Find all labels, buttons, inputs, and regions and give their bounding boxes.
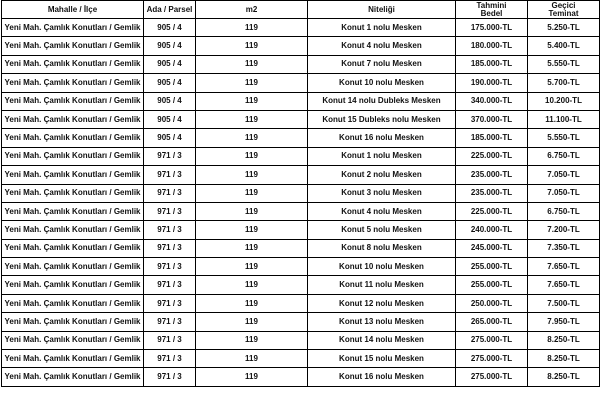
cell-ada-parsel: 905 / 4: [144, 19, 196, 37]
cell-niteligi: Konut 1 nolu Mesken: [308, 147, 456, 165]
cell-niteligi: Konut 16 nolu Mesken: [308, 129, 456, 147]
cell-gecici-teminat: 5.250-TL: [528, 19, 600, 37]
cell-ada-parsel: 971 / 3: [144, 313, 196, 331]
cell-niteligi: Konut 8 nolu Mesken: [308, 239, 456, 257]
cell-gecici-teminat: 5.550-TL: [528, 129, 600, 147]
cell-mahalle: Yeni Mah. Çamlık Konutları / Gemlik: [2, 110, 144, 128]
cell-mahalle: Yeni Mah. Çamlık Konutları / Gemlik: [2, 239, 144, 257]
cell-tahmini-bedel: 225.000-TL: [456, 202, 528, 220]
cell-niteligi: Konut 15 nolu Mesken: [308, 350, 456, 368]
property-table: [1, 0, 600, 387]
cell-niteligi: Konut 11 nolu Mesken: [308, 276, 456, 294]
cell-niteligi: Konut 10 nolu Mesken: [308, 258, 456, 276]
cell-gecici-teminat: 7.200-TL: [528, 221, 600, 239]
cell-tahmini-bedel: 265.000-TL: [456, 313, 528, 331]
cell-m2: 119: [196, 37, 308, 55]
cell-mahalle: Yeni Mah. Çamlık Konutları / Gemlik: [2, 147, 144, 165]
cell-ada-parsel: 971 / 3: [144, 184, 196, 202]
cell-m2: 119: [196, 110, 308, 128]
cell-niteligi: Konut 4 nolu Mesken: [308, 37, 456, 55]
table-row: [2, 202, 600, 220]
cell-tahmini-bedel: 275.000-TL: [456, 331, 528, 349]
cell-tahmini-bedel: 180.000-TL: [456, 37, 528, 55]
cell-gecici-teminat: 7.050-TL: [528, 184, 600, 202]
cell-niteligi: Konut 4 nolu Mesken: [308, 202, 456, 220]
header-ada-parsel: Ada / Parsel: [144, 1, 196, 19]
cell-mahalle: Yeni Mah. Çamlık Konutları / Gemlik: [2, 92, 144, 110]
cell-mahalle: Yeni Mah. Çamlık Konutları / Gemlik: [2, 258, 144, 276]
cell-m2: 119: [196, 129, 308, 147]
table-row: [2, 350, 600, 368]
table-row: [2, 74, 600, 92]
cell-ada-parsel: 971 / 3: [144, 202, 196, 220]
cell-m2: 119: [196, 239, 308, 257]
header-m2: m2: [196, 1, 308, 19]
cell-niteligi: Konut 3 nolu Mesken: [308, 184, 456, 202]
table-row: [2, 129, 600, 147]
cell-gecici-teminat: 7.950-TL: [528, 313, 600, 331]
header-niteligi: Niteliği: [308, 1, 456, 19]
cell-m2: 119: [196, 147, 308, 165]
cell-gecici-teminat: 8.250-TL: [528, 350, 600, 368]
cell-m2: 119: [196, 202, 308, 220]
cell-mahalle: Yeni Mah. Çamlık Konutları / Gemlik: [2, 202, 144, 220]
cell-mahalle: Yeni Mah. Çamlık Konutları / Gemlik: [2, 276, 144, 294]
cell-mahalle: Yeni Mah. Çamlık Konutları / Gemlik: [2, 331, 144, 349]
cell-gecici-teminat: 5.700-TL: [528, 74, 600, 92]
table-row: [2, 221, 600, 239]
cell-ada-parsel: 971 / 3: [144, 350, 196, 368]
table-row: [2, 37, 600, 55]
cell-gecici-teminat: 10.200-TL: [528, 92, 600, 110]
cell-mahalle: Yeni Mah. Çamlık Konutları / Gemlik: [2, 19, 144, 37]
table-row: [2, 258, 600, 276]
cell-ada-parsel: 971 / 3: [144, 368, 196, 386]
table-row: [2, 368, 600, 386]
table-row: [2, 276, 600, 294]
cell-tahmini-bedel: 185.000-TL: [456, 55, 528, 73]
header-mahalle: Mahalle / İlçe: [2, 1, 144, 19]
cell-ada-parsel: 905 / 4: [144, 110, 196, 128]
cell-m2: 119: [196, 331, 308, 349]
cell-ada-parsel: 971 / 3: [144, 239, 196, 257]
cell-gecici-teminat: 8.250-TL: [528, 331, 600, 349]
cell-niteligi: Konut 12 nolu Mesken: [308, 294, 456, 312]
cell-mahalle: Yeni Mah. Çamlık Konutları / Gemlik: [2, 350, 144, 368]
cell-m2: 119: [196, 221, 308, 239]
cell-niteligi: Konut 13 nolu Mesken: [308, 313, 456, 331]
table-row: [2, 92, 600, 110]
cell-niteligi: Konut 14 nolu Dubleks Mesken: [308, 92, 456, 110]
cell-tahmini-bedel: 255.000-TL: [456, 258, 528, 276]
table-row: [2, 110, 600, 128]
cell-m2: 119: [196, 92, 308, 110]
table-row: [2, 147, 600, 165]
cell-ada-parsel: 905 / 4: [144, 74, 196, 92]
table-row: [2, 239, 600, 257]
cell-gecici-teminat: 5.400-TL: [528, 37, 600, 55]
cell-tahmini-bedel: 370.000-TL: [456, 110, 528, 128]
cell-mahalle: Yeni Mah. Çamlık Konutları / Gemlik: [2, 55, 144, 73]
header-tahmini-line1: Tahmini: [476, 0, 507, 10]
cell-tahmini-bedel: 340.000-TL: [456, 92, 528, 110]
cell-ada-parsel: 905 / 4: [144, 55, 196, 73]
cell-m2: 119: [196, 350, 308, 368]
cell-ada-parsel: 971 / 3: [144, 221, 196, 239]
cell-ada-parsel: 971 / 3: [144, 331, 196, 349]
cell-gecici-teminat: 7.500-TL: [528, 294, 600, 312]
cell-gecici-teminat: 7.050-TL: [528, 166, 600, 184]
cell-mahalle: Yeni Mah. Çamlık Konutları / Gemlik: [2, 368, 144, 386]
table-row: [2, 313, 600, 331]
cell-tahmini-bedel: 240.000-TL: [456, 221, 528, 239]
cell-m2: 119: [196, 74, 308, 92]
table-row: [2, 331, 600, 349]
cell-mahalle: Yeni Mah. Çamlık Konutları / Gemlik: [2, 221, 144, 239]
cell-tahmini-bedel: 175.000-TL: [456, 19, 528, 37]
cell-m2: 119: [196, 55, 308, 73]
cell-tahmini-bedel: 250.000-TL: [456, 294, 528, 312]
header-tahmini-bedel: [456, 1, 528, 19]
cell-mahalle: Yeni Mah. Çamlık Konutları / Gemlik: [2, 313, 144, 331]
cell-ada-parsel: 971 / 3: [144, 166, 196, 184]
cell-m2: 119: [196, 276, 308, 294]
cell-m2: 119: [196, 294, 308, 312]
cell-gecici-teminat: 11.100-TL: [528, 110, 600, 128]
cell-gecici-teminat: 7.650-TL: [528, 258, 600, 276]
cell-ada-parsel: 971 / 3: [144, 147, 196, 165]
cell-mahalle: Yeni Mah. Çamlık Konutları / Gemlik: [2, 184, 144, 202]
header-gecici-line1: Geçici: [551, 0, 576, 10]
cell-tahmini-bedel: 225.000-TL: [456, 147, 528, 165]
cell-mahalle: Yeni Mah. Çamlık Konutları / Gemlik: [2, 74, 144, 92]
cell-mahalle: Yeni Mah. Çamlık Konutları / Gemlik: [2, 129, 144, 147]
table-body: [2, 19, 600, 387]
header-gecici-line2: Teminat: [548, 8, 579, 18]
cell-m2: 119: [196, 313, 308, 331]
table-row: [2, 166, 600, 184]
cell-niteligi: Konut 10 nolu Mesken: [308, 74, 456, 92]
cell-ada-parsel: 905 / 4: [144, 92, 196, 110]
cell-tahmini-bedel: 190.000-TL: [456, 74, 528, 92]
cell-tahmini-bedel: 275.000-TL: [456, 368, 528, 386]
header-gecici-teminat: [528, 1, 600, 19]
cell-tahmini-bedel: 275.000-TL: [456, 350, 528, 368]
cell-tahmini-bedel: 255.000-TL: [456, 276, 528, 294]
cell-gecici-teminat: 7.350-TL: [528, 239, 600, 257]
cell-niteligi: Konut 5 nolu Mesken: [308, 221, 456, 239]
cell-niteligi: Konut 2 nolu Mesken: [308, 166, 456, 184]
cell-niteligi: Konut 1 nolu Mesken: [308, 19, 456, 37]
table-header: [2, 1, 600, 19]
cell-ada-parsel: 971 / 3: [144, 258, 196, 276]
cell-gecici-teminat: 7.650-TL: [528, 276, 600, 294]
cell-ada-parsel: 971 / 3: [144, 294, 196, 312]
cell-gecici-teminat: 6.750-TL: [528, 202, 600, 220]
cell-gecici-teminat: 5.550-TL: [528, 55, 600, 73]
cell-tahmini-bedel: 185.000-TL: [456, 129, 528, 147]
cell-niteligi: Konut 7 nolu Mesken: [308, 55, 456, 73]
cell-mahalle: Yeni Mah. Çamlık Konutları / Gemlik: [2, 166, 144, 184]
cell-m2: 119: [196, 19, 308, 37]
cell-gecici-teminat: 8.250-TL: [528, 368, 600, 386]
cell-m2: 119: [196, 258, 308, 276]
cell-ada-parsel: 905 / 4: [144, 129, 196, 147]
header-row: [2, 1, 600, 19]
cell-niteligi: Konut 15 Dubleks nolu Mesken: [308, 110, 456, 128]
table-row: [2, 55, 600, 73]
cell-ada-parsel: 971 / 3: [144, 276, 196, 294]
cell-tahmini-bedel: 245.000-TL: [456, 239, 528, 257]
cell-ada-parsel: 905 / 4: [144, 37, 196, 55]
cell-mahalle: Yeni Mah. Çamlık Konutları / Gemlik: [2, 37, 144, 55]
table-row: [2, 19, 600, 37]
cell-tahmini-bedel: 235.000-TL: [456, 166, 528, 184]
table-row: [2, 294, 600, 312]
cell-m2: 119: [196, 166, 308, 184]
table-row: [2, 184, 600, 202]
cell-niteligi: Konut 14 nolu Mesken: [308, 331, 456, 349]
cell-gecici-teminat: 6.750-TL: [528, 147, 600, 165]
cell-m2: 119: [196, 184, 308, 202]
cell-mahalle: Yeni Mah. Çamlık Konutları / Gemlik: [2, 294, 144, 312]
header-tahmini-line2: Bedel: [480, 8, 503, 18]
cell-m2: 119: [196, 368, 308, 386]
cell-tahmini-bedel: 235.000-TL: [456, 184, 528, 202]
cell-niteligi: Konut 16 nolu Mesken: [308, 368, 456, 386]
